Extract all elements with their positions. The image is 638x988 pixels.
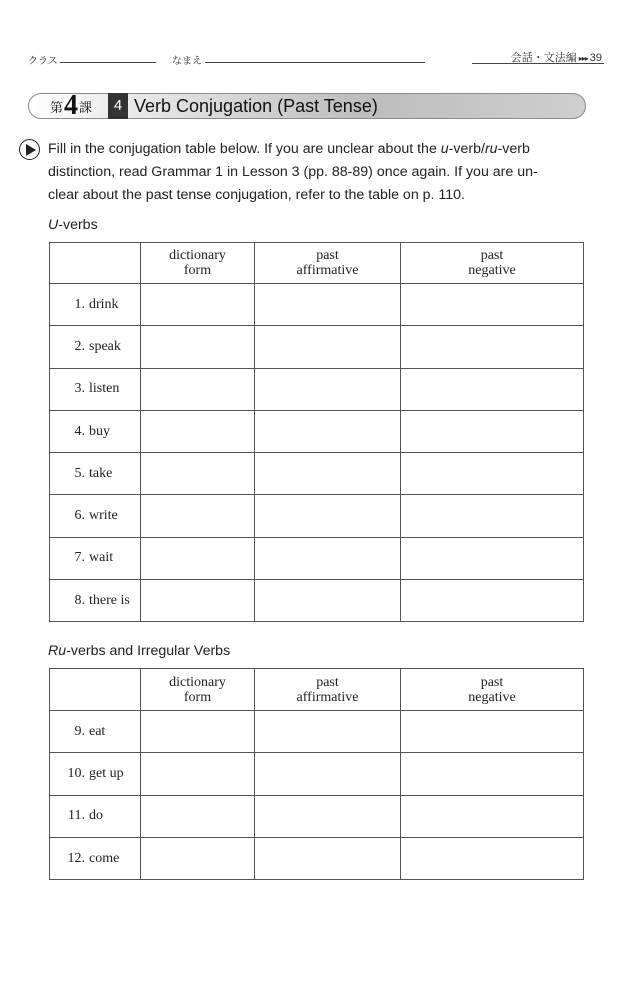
column-header-l2: affirmative xyxy=(296,689,359,705)
verb-meaning: drink xyxy=(89,296,119,312)
table-row xyxy=(50,410,584,452)
dictionary-form-blank[interactable] xyxy=(141,495,255,537)
u-verbs-table-body xyxy=(50,243,584,622)
class-label: クラス xyxy=(28,56,58,67)
past-affirmative-blank[interactable] xyxy=(255,753,401,795)
table-row xyxy=(50,711,584,753)
row-number: 8. xyxy=(74,592,85,608)
verb-meaning: write xyxy=(89,508,118,524)
u-verbs-header-cell xyxy=(141,243,255,284)
column-header-l1: past xyxy=(316,674,339,690)
instr-line-3: clear about the past tense conjugation, refer to the table on p. 110. xyxy=(48,187,465,203)
column-header-l1: past xyxy=(316,248,339,263)
column-header-l2: form xyxy=(183,263,212,278)
page-number-area xyxy=(511,49,602,65)
past-affirmative-blank[interactable] xyxy=(255,837,401,879)
exercise-title: Verb Conjugation (Past Tense) xyxy=(134,96,378,116)
past-affirmative-blank[interactable] xyxy=(255,284,401,326)
verb-cell xyxy=(50,495,141,537)
ru-verbs-heading xyxy=(48,643,230,659)
ru-verbs-heading-italic: Ru xyxy=(48,643,67,659)
verb-meaning: take xyxy=(89,465,113,481)
dictionary-form-blank[interactable] xyxy=(141,368,255,410)
lesson-prefix: 第 xyxy=(50,100,64,116)
past-negative-blank[interactable] xyxy=(401,495,584,537)
row-number: 7. xyxy=(74,550,85,566)
verb-meaning: do xyxy=(89,808,103,824)
dictionary-form-blank[interactable] xyxy=(141,410,255,452)
instructions-text xyxy=(48,138,588,207)
table-row xyxy=(50,795,584,837)
instr-text-1c: -verb/ xyxy=(448,141,485,157)
table-row xyxy=(50,495,584,537)
lesson-number: 4 xyxy=(64,90,79,121)
past-negative-blank[interactable] xyxy=(401,837,584,879)
instr-line-2: distinction, read Grammar 1 in Lesson 3 (pp. 88-89) once again. If you are un- xyxy=(48,164,538,180)
column-header-l1: past xyxy=(480,674,504,690)
verb-cell xyxy=(50,580,141,622)
past-affirmative-blank[interactable] xyxy=(255,326,401,368)
lesson-suffix: 課 xyxy=(79,100,93,116)
row-number: 2. xyxy=(74,338,85,354)
u-verbs-header-cell xyxy=(401,243,584,284)
table-row xyxy=(50,368,584,410)
page-header xyxy=(0,46,638,70)
verb-cell xyxy=(50,368,141,410)
class-blank-line xyxy=(60,62,156,63)
table-row xyxy=(50,326,584,368)
verb-cell xyxy=(50,326,141,368)
row-number: 10. xyxy=(67,765,85,781)
table-row xyxy=(50,753,584,795)
past-affirmative-blank[interactable] xyxy=(255,453,401,495)
verb-cell xyxy=(50,537,141,579)
past-affirmative-blank[interactable] xyxy=(255,711,401,753)
instr-text-1d: ru xyxy=(484,141,498,157)
u-verbs-table xyxy=(49,242,584,622)
row-number: 3. xyxy=(74,381,85,397)
exercise-banner xyxy=(28,90,588,122)
past-negative-blank[interactable] xyxy=(401,453,584,495)
ru-verbs-heading-rest: -verbs and Irregular Verbs xyxy=(66,643,231,659)
table-row xyxy=(50,580,584,622)
row-number: 9. xyxy=(74,723,85,739)
verb-cell xyxy=(50,711,141,753)
column-header-l2: affirmative xyxy=(296,263,359,278)
dictionary-form-blank[interactable] xyxy=(141,537,255,579)
past-affirmative-blank[interactable] xyxy=(255,410,401,452)
name-label: なまえ xyxy=(172,56,202,67)
dictionary-form-blank[interactable] xyxy=(141,453,255,495)
ru-verbs-header-cell xyxy=(50,669,141,711)
row-number: 6. xyxy=(74,508,85,524)
u-verbs-header-row xyxy=(50,243,584,284)
ru-verbs-table xyxy=(49,668,584,880)
past-affirmative-blank[interactable] xyxy=(255,580,401,622)
verb-cell xyxy=(50,410,141,452)
table-row xyxy=(50,837,584,879)
play-icon xyxy=(19,139,40,160)
column-header-l2: negative xyxy=(468,263,516,278)
verb-cell xyxy=(50,795,141,837)
ru-verbs-table-body xyxy=(50,669,584,880)
verb-meaning: eat xyxy=(89,723,106,739)
verb-cell xyxy=(50,837,141,879)
row-number: 1. xyxy=(74,296,85,312)
ru-verbs-header-cell xyxy=(141,669,255,711)
past-affirmative-blank[interactable] xyxy=(255,368,401,410)
verb-meaning: buy xyxy=(89,423,110,439)
past-affirmative-blank[interactable] xyxy=(255,537,401,579)
column-header-l2: negative xyxy=(468,689,516,705)
dictionary-form-blank[interactable] xyxy=(141,837,255,879)
table-row xyxy=(50,453,584,495)
past-negative-blank[interactable] xyxy=(401,711,584,753)
verb-cell xyxy=(50,453,141,495)
u-verbs-heading xyxy=(48,217,98,233)
row-number: 11. xyxy=(68,808,85,824)
column-header-l1: dictionary xyxy=(169,674,226,690)
instr-text-1a: Fill in the conjugation table below. If you are unclear about the xyxy=(48,141,441,157)
u-verbs-header-cell xyxy=(50,243,141,284)
dictionary-form-blank[interactable] xyxy=(141,580,255,622)
name-blank-line xyxy=(205,62,425,63)
u-verbs-heading-italic: U xyxy=(48,217,59,233)
past-affirmative-blank[interactable] xyxy=(255,795,401,837)
past-negative-blank[interactable] xyxy=(401,580,584,622)
past-negative-blank[interactable] xyxy=(401,410,584,452)
instructions xyxy=(48,138,588,207)
instr-text-1e: -verb xyxy=(497,141,530,157)
section-name: 会話・文法編 xyxy=(510,52,577,64)
ru-verbs-header-cell xyxy=(255,669,401,711)
column-header-l1: dictionary xyxy=(169,248,226,263)
exercise-number: 4 xyxy=(108,93,128,119)
page-number: 39 xyxy=(589,52,602,64)
verb-cell xyxy=(50,753,141,795)
verb-meaning: there is xyxy=(89,592,130,608)
past-affirmative-blank[interactable] xyxy=(255,495,401,537)
column-header-l2: form xyxy=(183,689,212,705)
u-verbs-heading-rest: -verbs xyxy=(58,217,98,233)
past-negative-blank[interactable] xyxy=(401,284,584,326)
lesson-badge xyxy=(50,90,92,122)
past-negative-blank[interactable] xyxy=(401,795,584,837)
verb-cell xyxy=(50,284,141,326)
ru-verbs-header-row xyxy=(50,669,584,711)
dictionary-form-blank[interactable] xyxy=(141,753,255,795)
table-row xyxy=(50,284,584,326)
table-row xyxy=(50,537,584,579)
row-number: 5. xyxy=(74,465,85,481)
u-verbs-header-cell xyxy=(255,243,401,284)
row-number: 4. xyxy=(74,423,85,439)
verb-meaning: speak xyxy=(89,338,121,354)
dictionary-form-blank[interactable] xyxy=(141,711,255,753)
instr-text-1b: u xyxy=(440,141,449,157)
verb-meaning: wait xyxy=(89,550,114,566)
dictionary-form-blank[interactable] xyxy=(141,284,255,326)
past-negative-blank[interactable] xyxy=(401,537,584,579)
column-header-l1: past xyxy=(480,248,504,263)
row-number: 12. xyxy=(67,850,85,866)
ru-verbs-header-cell xyxy=(401,669,584,711)
past-negative-blank[interactable] xyxy=(401,368,584,410)
dictionary-form-blank[interactable] xyxy=(141,795,255,837)
verb-meaning: get up xyxy=(89,765,124,781)
dictionary-form-blank[interactable] xyxy=(141,326,255,368)
verb-meaning: listen xyxy=(89,381,120,397)
verb-meaning: come xyxy=(89,850,120,866)
page-arrows-icon: ▸▸▸ xyxy=(578,54,588,63)
past-negative-blank[interactable] xyxy=(401,753,584,795)
past-negative-blank[interactable] xyxy=(401,326,584,368)
